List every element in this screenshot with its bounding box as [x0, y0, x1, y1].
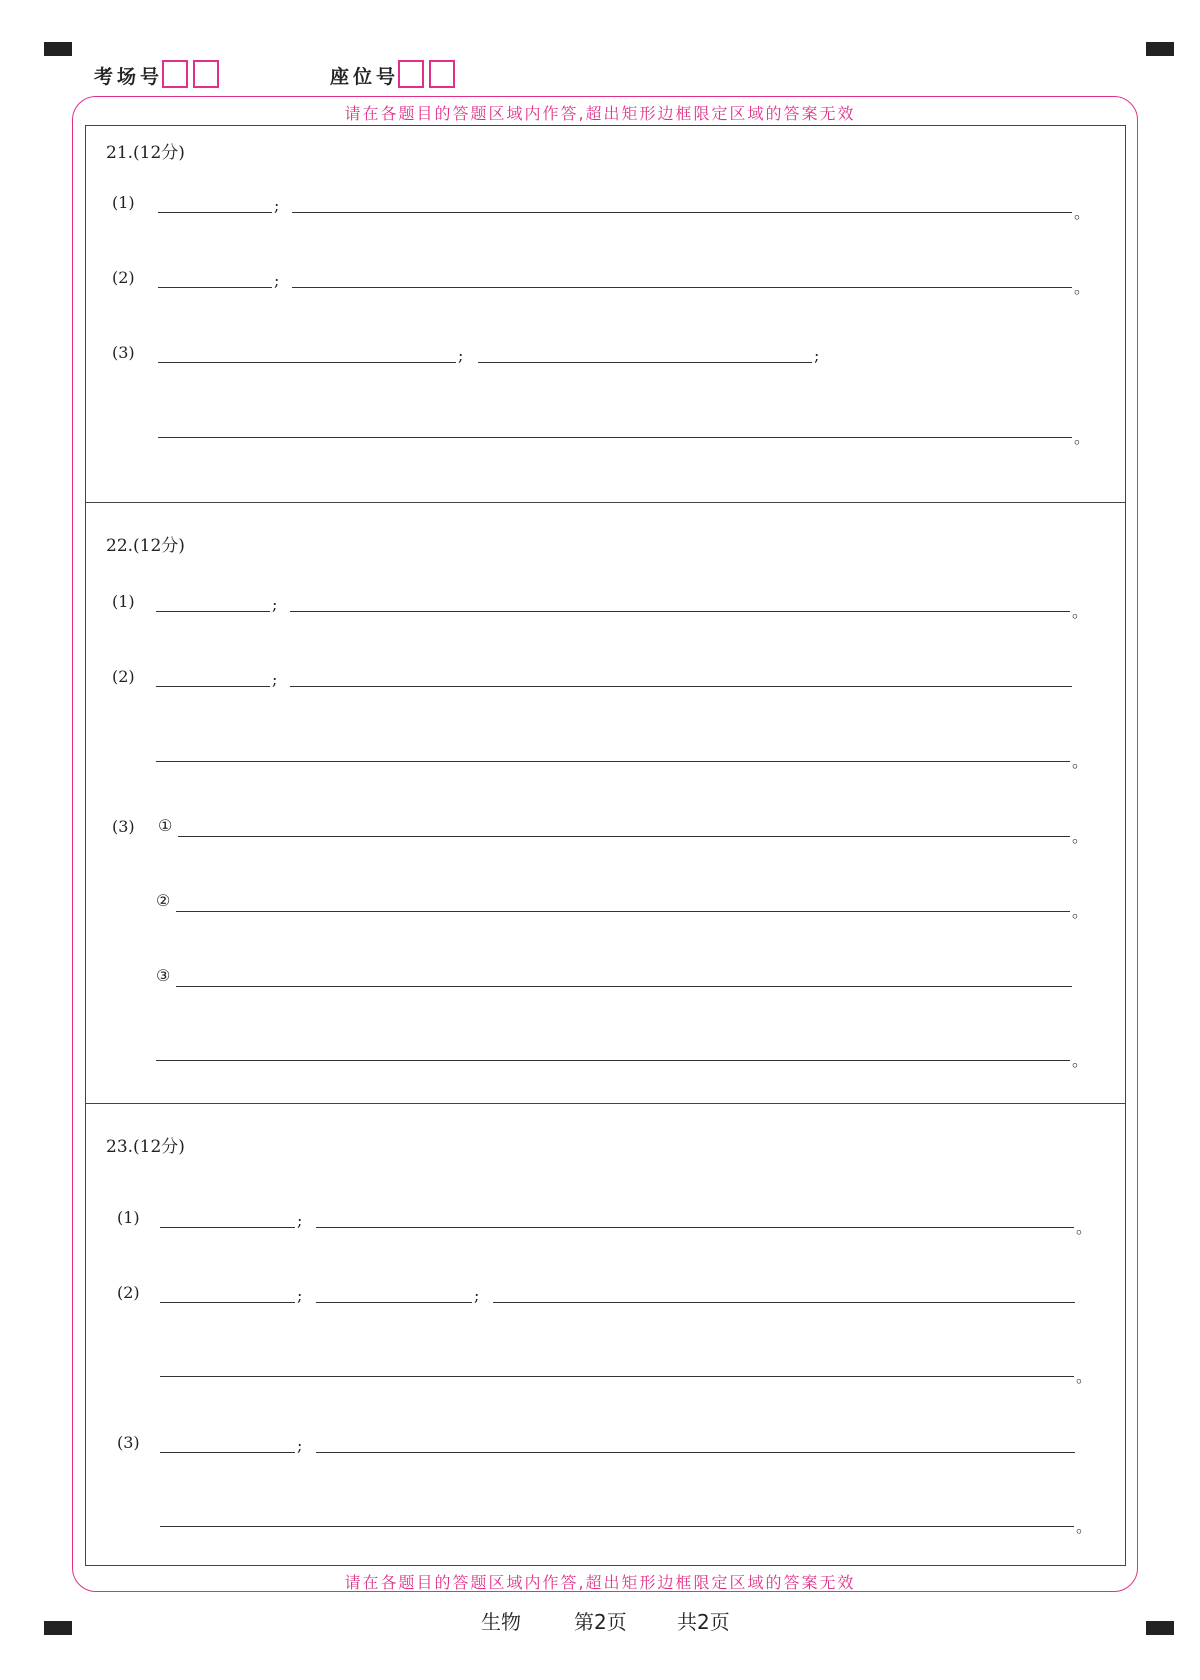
seat-digit-box-2[interactable] [429, 60, 455, 88]
q23-part-1-semicolon: ; [297, 1211, 303, 1230]
footer-total-pages: 共2页 [677, 1610, 730, 1634]
q23-part-2-label: (2) [117, 1283, 140, 1302]
answer-area-inner-frame [85, 125, 1126, 1566]
q22-part-3-item-2-period: 。 [1072, 902, 1089, 921]
q22-part-1-semicolon: ; [272, 595, 278, 614]
q22-part-1-period: 。 [1072, 602, 1089, 621]
question-21-title: 21.(12分) [106, 143, 185, 163]
q21-part-3-semicolon-2: ; [814, 346, 820, 365]
notice-top: 请在各题目的答题区域内作答,超出矩形边框限定区域的答案无效 [344, 104, 856, 123]
q23-part-1-blank-b[interactable] [316, 1227, 1074, 1228]
q23-part-3-semicolon: ; [297, 1436, 303, 1455]
q21-part-2-blank-b[interactable] [292, 287, 1072, 288]
q21-part-1-period: 。 [1074, 203, 1091, 222]
q22-part-3-item-1-marker: ① [158, 816, 173, 835]
q23-part-2-blank-c[interactable] [493, 1302, 1075, 1303]
q21-part-3-blank-b[interactable] [478, 362, 812, 363]
q21-part-1-blank-b[interactable] [292, 212, 1072, 213]
q22-part-3-label: (3) [112, 817, 135, 836]
question-22-title: 22.(12分) [106, 536, 185, 556]
seat-digit-box-1[interactable] [398, 60, 424, 88]
q22-part-3-item-1-blank[interactable] [178, 836, 1070, 837]
q23-part-3-blank-c[interactable] [160, 1526, 1074, 1527]
q22-part-2-semicolon: ; [272, 670, 278, 689]
q21-part-3-semicolon-1: ; [458, 346, 464, 365]
section-divider-21-22 [85, 502, 1126, 503]
question-23-title: 23.(12分) [106, 1137, 185, 1157]
q23-part-2-semicolon-1: ; [297, 1286, 303, 1305]
q22-part-1-blank-a[interactable] [156, 611, 270, 612]
q22-part-3-item-2-blank[interactable] [176, 911, 1070, 912]
q22-part-2-period: 。 [1072, 752, 1089, 771]
q23-part-2-semicolon-2: ; [474, 1286, 480, 1305]
notice-bottom: 请在各题目的答题区域内作答,超出矩形边框限定区域的答案无效 [344, 1573, 856, 1592]
q22-part-3-item-3-marker: ③ [156, 966, 171, 985]
q21-part-1-label: (1) [112, 193, 135, 212]
q22-part-2-blank-c[interactable] [156, 761, 1070, 762]
q21-part-2-period: 。 [1074, 278, 1091, 297]
exam-room-digit-box-2[interactable] [193, 60, 219, 88]
q21-part-1-blank-a[interactable] [158, 212, 272, 213]
registration-mark-bottom-right [1146, 1621, 1174, 1635]
q22-part-3-item-3-blank-continued[interactable] [156, 1060, 1070, 1061]
q23-part-3-blank-b[interactable] [316, 1452, 1075, 1453]
q23-part-2-blank-d[interactable] [160, 1376, 1074, 1377]
q21-part-2-blank-a[interactable] [158, 287, 272, 288]
q21-part-2-label: (2) [112, 268, 135, 287]
q22-part-3-item-2-marker: ② [156, 891, 171, 910]
q21-part-3-blank-a[interactable] [158, 362, 456, 363]
q22-part-2-blank-b[interactable] [290, 686, 1072, 687]
q23-part-1-label: (1) [117, 1208, 140, 1227]
q22-part-3-item-3-blank[interactable] [176, 986, 1072, 987]
registration-mark-top-left [44, 42, 72, 56]
registration-mark-bottom-left [44, 1621, 72, 1635]
q23-part-3-label: (3) [117, 1433, 140, 1452]
q22-part-2-blank-a[interactable] [156, 686, 270, 687]
q22-part-1-label: (1) [112, 592, 135, 611]
q21-part-1-semicolon: ; [274, 196, 280, 215]
seat-label: 座位号 [330, 66, 400, 88]
q23-part-1-period: 。 [1076, 1218, 1093, 1237]
q22-part-1-blank-b[interactable] [290, 611, 1070, 612]
q23-part-2-period: 。 [1076, 1367, 1093, 1386]
section-divider-22-23 [85, 1103, 1126, 1104]
footer-subject: 生物 [481, 1610, 521, 1634]
exam-room-label: 考场号 [94, 66, 164, 88]
q22-part-2-label: (2) [112, 667, 135, 686]
q22-part-3-item-1-period: 。 [1072, 827, 1089, 846]
q23-part-2-blank-a[interactable] [160, 1302, 295, 1303]
q23-part-1-blank-a[interactable] [160, 1227, 295, 1228]
q23-part-2-blank-b[interactable] [316, 1302, 472, 1303]
q21-part-3-label: (3) [112, 343, 135, 362]
exam-room-digit-box-1[interactable] [162, 60, 188, 88]
q21-part-2-semicolon: ; [274, 271, 280, 290]
q22-part-3-item-3-period: 。 [1072, 1051, 1089, 1070]
q23-part-3-blank-a[interactable] [160, 1452, 295, 1453]
q23-part-3-period: 。 [1076, 1517, 1093, 1536]
footer-page-number: 第2页 [574, 1610, 627, 1634]
q21-part-3-period: 。 [1074, 428, 1091, 447]
registration-mark-top-right [1146, 42, 1174, 56]
q21-part-3-blank-c[interactable] [158, 437, 1072, 438]
